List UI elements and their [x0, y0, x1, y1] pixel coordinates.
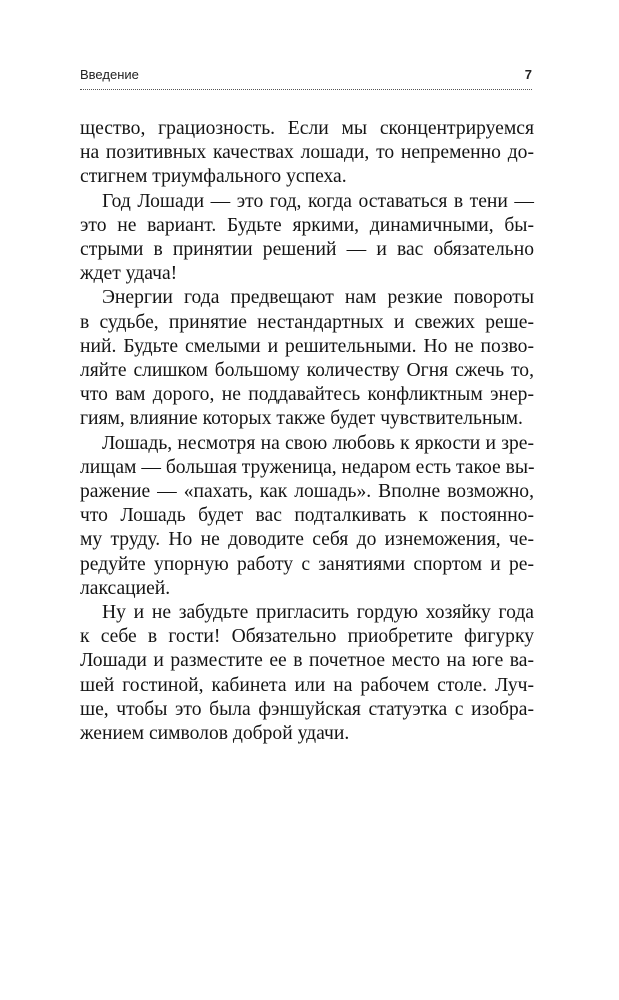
text-line: жением символов доброй удачи. — [80, 723, 350, 745]
text-line: ляйте слишком большому количеству Огня сжечь то, — [80, 360, 534, 382]
text-line: Ну и не забудьте пригласить гордую хозяйку года — [102, 602, 534, 624]
text-line: гиям, влияние которых также будет чувствительным. — [80, 408, 523, 430]
text-line: Лошади и разместите ее в почетное место на юге ва- — [80, 650, 534, 672]
text-line: что Лошадь будет вас подталкивать к постоянно- — [80, 505, 534, 527]
text-line: это не вариант. Будьте яркими, динамичными, бы- — [80, 214, 534, 236]
text-line: Год Лошади — это год, когда оставаться в тени — — [102, 190, 534, 212]
text-line: Энергии года предвещают нам резкие повороты — [102, 287, 534, 309]
text-line: на позитивных качествах лошади, то непременно до- — [80, 142, 534, 164]
text-line: стрыми в принятии решений — и вас обязательно — [80, 239, 534, 261]
body-text — [80, 117, 534, 746]
text-line: ждет удача! — [80, 263, 178, 285]
text-line: ний. Будьте смелыми и решительными. Но не позво- — [80, 335, 534, 357]
text-line: лаксацией. — [80, 577, 171, 599]
text-line: к себе в гости! Обязательно приобретите фигурку — [80, 626, 534, 648]
page-number: 7 — [524, 67, 532, 82]
text-line: стигнем триумфального успеха. — [80, 166, 347, 188]
text-line: шей гостиной, кабинета или на рабочем столе. Луч- — [80, 674, 534, 696]
text-line: Лошадь, несмотря на свою любовь к яркости и зре- — [102, 432, 534, 454]
text-line: ше, чтобы это была фэншуйская статуэтка с изобра- — [80, 698, 534, 720]
section-title: Введение — [80, 67, 139, 82]
text-line: щество, грациозность. Если мы сконцентрируемся — [80, 118, 534, 139]
text-line: ражение — «пахать, как лошадь». Вполне возможно, — [80, 481, 534, 503]
text-line: му труду. Но не доводите себя до изнеможения, че- — [80, 529, 534, 551]
header-dotted-rule — [80, 89, 532, 90]
text-line: что вам дорого, не поддавайтесь конфликтным энер- — [80, 384, 534, 406]
running-header — [80, 67, 532, 89]
text-line: лищам — большая труженица, недаром есть такое вы- — [80, 456, 535, 478]
text-line: в судьбе, принятие нестандартных и свежих реше- — [80, 311, 534, 333]
text-line: редуйте упорную работу с занятиями спортом и ре- — [80, 553, 534, 575]
